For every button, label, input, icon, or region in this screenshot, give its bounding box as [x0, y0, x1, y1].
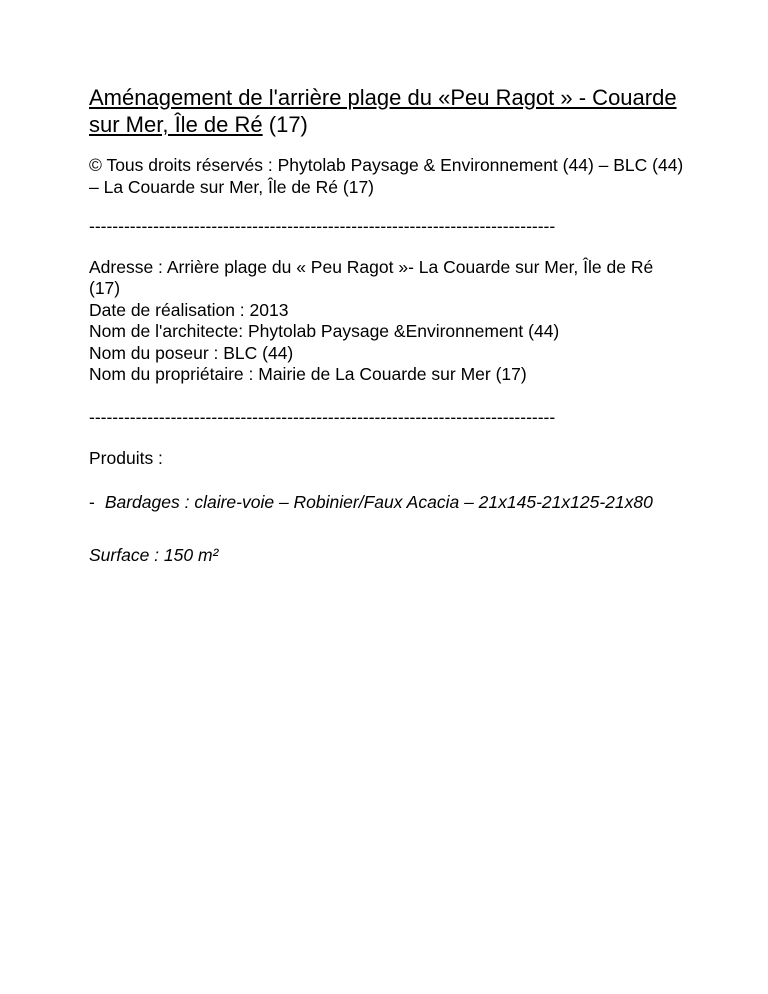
copyright-notice: © Tous droits réservés : Phytolab Paysage & Environnement (44) – BLC (44) – La Couarde sur Mer, Île de Ré (17) — [89, 155, 684, 197]
document-title-underlined: Aménagement de l'arrière plage du «Peu Ragot » - Couarde sur Mer, Île de Ré — [89, 85, 677, 137]
separator-line-2: -------------------------------------------------------------------------------- — [89, 406, 556, 427]
info-date: Date de réalisation : 2013 — [89, 299, 289, 320]
document-title-suffix: (17) — [262, 112, 308, 137]
info-proprietaire: Nom du propriétaire : Mairie de La Couarde sur Mer (17) — [89, 364, 527, 384]
separator-line: -------------------------------------------------------------------------------- — [89, 216, 556, 236]
surface-text: Surface : 150 m² — [89, 545, 219, 565]
project-info — [89, 257, 689, 386]
document-page — [89, 84, 689, 567]
info-architecte: Nom de l'architecte: Phytolab Paysage &Environnement (44) — [89, 321, 560, 341]
product-bardages-text: Bardages : claire-voie – Robinier/Faux Acacia – 21x145-21x125-21x80 — [104, 491, 653, 512]
document-title — [89, 84, 689, 138]
info-poseur: Nom du poseur : BLC (44) — [89, 342, 294, 363]
info-adresse: Adresse : Arrière plage du « Peu Ragot »- La Couarde sur Mer, Île de Ré (17) — [89, 256, 654, 298]
product-item-bardages — [89, 492, 689, 514]
produits-label: Produits : — [89, 448, 163, 468]
bullet-dash: - — [89, 491, 95, 512]
